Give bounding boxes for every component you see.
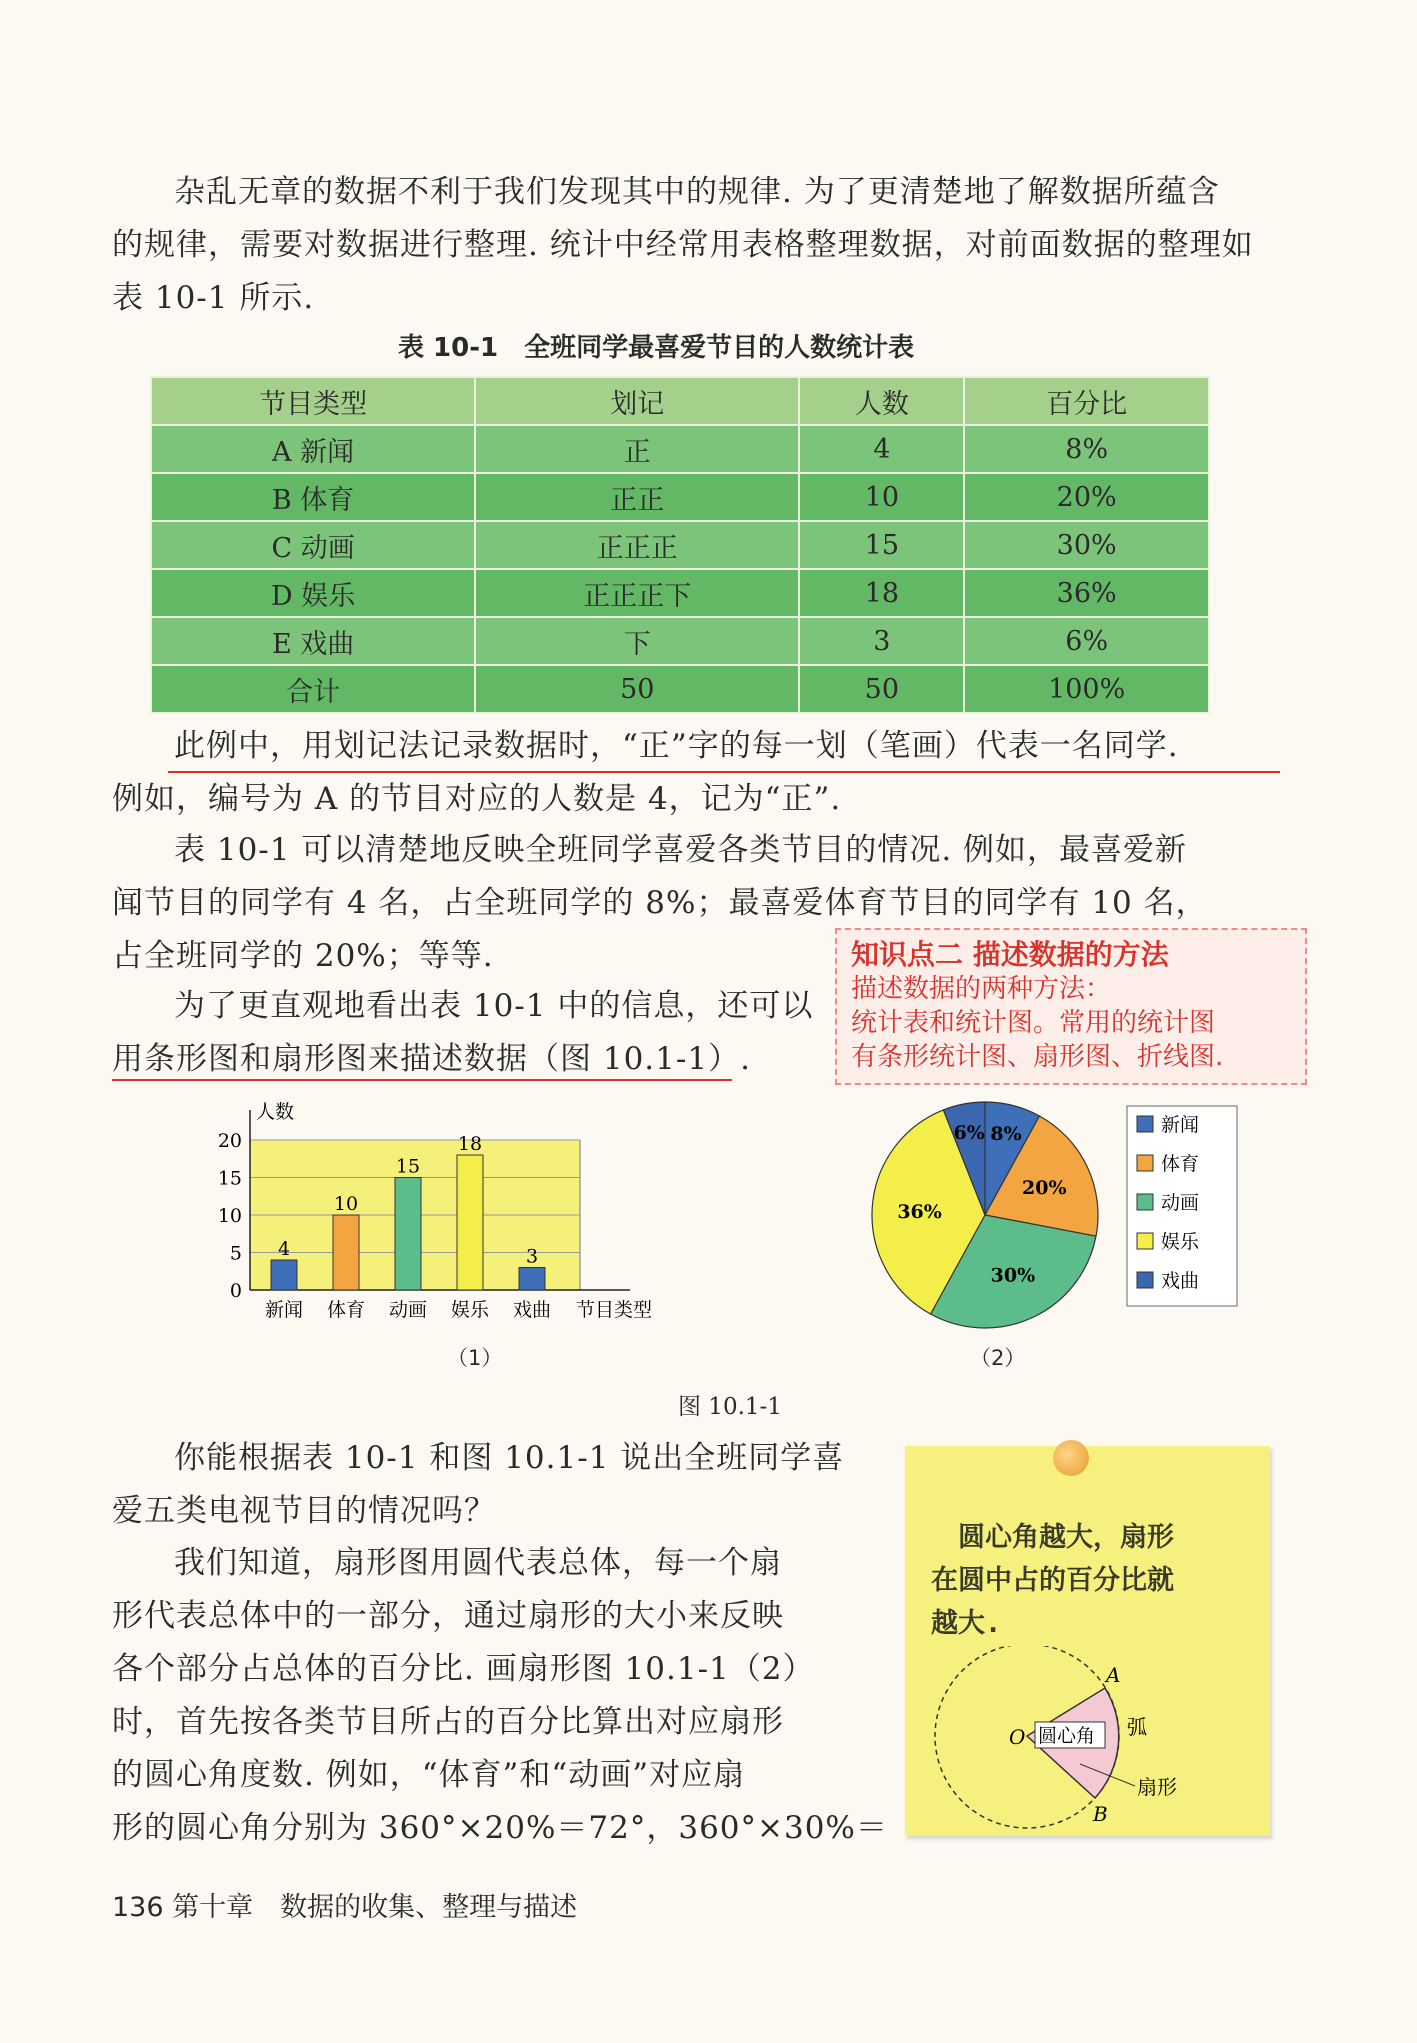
table-cell: 36% [964, 569, 1209, 617]
text-line: 形的圆心角分别为 360°×20%＝72°，360°×30%＝ [112, 1810, 888, 1846]
label-o: O [1009, 1725, 1026, 1749]
pie-value-label: 30% [990, 1264, 1036, 1287]
x-axis-title: 节目类型 [575, 1299, 653, 1321]
bar [519, 1268, 545, 1291]
table-cell: 15 [799, 521, 964, 569]
bar-chart [200, 1090, 700, 1370]
table-cell: 50 [475, 665, 799, 713]
table-cell: 下 [475, 617, 799, 665]
table-cell: A 新闻 [151, 425, 475, 473]
table-row [151, 665, 1209, 713]
text-line: 例如，编号为 A 的节目对应的人数是 4，记为“正”. [112, 781, 842, 817]
label-center-angle: 圆心角 [1038, 1725, 1096, 1747]
text-line: 用条形图和扇形图来描述数据（图 10.1-1）. [112, 1041, 751, 1077]
legend-swatch [1137, 1155, 1153, 1171]
table-cell: 30% [964, 521, 1209, 569]
pie-value-label: 36% [897, 1200, 942, 1223]
table-cell: 正 [475, 425, 799, 473]
x-tick-label: 动画 [388, 1299, 428, 1321]
label-arc: 弧 [1127, 1715, 1147, 1739]
paragraph-pie-explanation [112, 1537, 888, 1855]
text-line: 形代表总体中的一部分，通过扇形的大小来反映 [112, 1598, 784, 1634]
table-row [151, 617, 1209, 665]
bar [395, 1178, 421, 1291]
text-line: 我们知道，扇形图用圆代表总体，每一个扇 [174, 1545, 782, 1581]
text-line: 各个部分占总体的百分比. 画扇形图 10.1-1（2） [112, 1651, 815, 1687]
text-line: 你能根据表 10-1 和图 10.1-1 说出全班同学喜 [174, 1440, 845, 1476]
text-line: 时，首先按各类节目所占的百分比算出对应扇形 [112, 1704, 784, 1740]
bar-chart-label: （1） [447, 1346, 503, 1370]
x-tick-label: 戏曲 [512, 1299, 552, 1321]
red-underline [112, 1079, 732, 1081]
legend-swatch [1137, 1233, 1153, 1249]
table-header: 人数 [799, 377, 964, 425]
text-line: 表 10-1 所示. [112, 280, 315, 316]
y-tick-label: 5 [229, 1242, 242, 1265]
table-header-row [151, 377, 1209, 425]
table-cell: 正正正下 [475, 569, 799, 617]
note-line: 圆心角越大，扇形 [931, 1522, 1174, 1553]
table-cell: 50 [799, 665, 964, 713]
red-underline [168, 771, 1280, 773]
note-text [931, 1516, 1251, 1645]
bar-value-label: 3 [525, 1245, 539, 1268]
label-b: B [1093, 1802, 1108, 1826]
text-line: 的规律，需要对数据进行整理. 统计中经常用表格整理数据，对前面数据的整理如 [112, 227, 1254, 263]
legend-label: 动画 [1161, 1192, 1200, 1214]
knowledge-line: 描述数据的两种方法： [851, 974, 1112, 1004]
table-cell: 3 [799, 617, 964, 665]
knowledge-point-box [835, 928, 1307, 1085]
legend-label: 新闻 [1161, 1114, 1200, 1136]
table-caption: 表 10-1 全班同学最喜爱节目的人数统计表 [398, 333, 915, 363]
x-tick-label: 娱乐 [450, 1299, 490, 1321]
table-header: 百分比 [964, 377, 1209, 425]
table-header: 划记 [475, 377, 799, 425]
paragraph-question [112, 1432, 872, 1538]
figure-caption: 图 10.1-1 [678, 1394, 782, 1420]
table-cell: C 动画 [151, 521, 475, 569]
knowledge-title: 知识点二 描述数据的方法 [851, 938, 1169, 971]
y-tick-label: 10 [217, 1205, 242, 1227]
bar-value-label: 15 [395, 1155, 421, 1178]
table-row [151, 521, 1209, 569]
text-line: 占全班同学的 20%；等等. [112, 938, 494, 974]
bar [457, 1155, 483, 1290]
paragraph-charts-intro [112, 980, 842, 1086]
knowledge-line: 有条形统计图、扇形图、折线图. [851, 1042, 1224, 1072]
table-cell: 合计 [151, 665, 475, 713]
bar [271, 1260, 297, 1290]
pie-value-label: 6% [953, 1121, 985, 1144]
table-row [151, 425, 1209, 473]
table-cell: 正正 [475, 473, 799, 521]
text-line: 杂乱无章的数据不利于我们发现其中的规律. 为了更清楚地了解数据所蕴含 [174, 174, 1220, 210]
table-cell: 100% [964, 665, 1209, 713]
page-footer: 136 第十章 数据的收集、整理与描述 [112, 1892, 578, 1923]
legend-swatch [1137, 1272, 1153, 1288]
x-tick-label: 体育 [326, 1299, 366, 1321]
table-cell: B 体育 [151, 473, 475, 521]
table-cell: 20% [964, 473, 1209, 521]
text-line: 为了更直观地看出表 10-1 中的信息，还可以 [174, 988, 814, 1024]
y-tick-label: 20 [217, 1130, 242, 1152]
y-tick-label: 15 [217, 1167, 242, 1190]
table-cell: 8% [964, 425, 1209, 473]
paragraph-tally-explanation [112, 720, 1262, 826]
legend-swatch [1137, 1194, 1153, 1210]
text-line: 表 10-1 可以清楚地反映全班同学喜爱各类节目的情况. 例如，最喜爱新 [174, 832, 1188, 868]
bar-value-label: 10 [333, 1193, 359, 1215]
pie-chart-label: （2） [970, 1346, 1026, 1370]
table-row [151, 569, 1209, 617]
table-cell: E 戏曲 [151, 617, 475, 665]
text-line: 闻节目的同学有 4 名，占全班同学的 8%；最喜爱体育节目的同学有 10 名， [112, 885, 1208, 921]
table-cell: 4 [799, 425, 964, 473]
knowledge-line: 统计表和统计图。常用的统计图 [851, 1008, 1216, 1038]
legend-swatch [1137, 1116, 1153, 1132]
table-cell: 10 [799, 473, 964, 521]
table-row [151, 473, 1209, 521]
bar-value-label: 4 [277, 1238, 291, 1260]
sector-diagram [915, 1646, 1265, 1831]
y-axis-title: 人数 [256, 1101, 295, 1123]
y-tick-label: 0 [229, 1280, 242, 1302]
table-cell: 正正正 [475, 521, 799, 569]
pushpin-icon [1053, 1440, 1089, 1476]
table-cell: D 娱乐 [151, 569, 475, 617]
paragraph-intro [112, 166, 1262, 325]
table-header: 节目类型 [151, 377, 475, 425]
text-line: 的圆心角度数. 例如，“体育”和“动画”对应扇 [112, 1757, 746, 1793]
bar-value-label: 18 [457, 1133, 483, 1155]
x-tick-label: 新闻 [264, 1299, 304, 1321]
pie-value-label: 8% [990, 1122, 1022, 1145]
pie-chart [860, 1090, 1280, 1340]
pie-value-label: 20% [1022, 1177, 1067, 1200]
bar [333, 1215, 359, 1290]
label-a: A [1106, 1663, 1121, 1687]
table-cell: 6% [964, 617, 1209, 665]
note-line: 在圆中占的百分比就 [931, 1565, 1174, 1596]
label-sector: 扇形 [1137, 1775, 1177, 1799]
sticky-note [905, 1446, 1270, 1836]
legend-label: 戏曲 [1161, 1270, 1200, 1292]
text-line: 此例中，用划记法记录数据时，“正”字的每一划（笔画）代表一名同学. [174, 728, 1179, 764]
text-line: 爱五类电视节目的情况吗？ [112, 1493, 496, 1529]
table-cell: 18 [799, 569, 964, 617]
statistics-table [150, 376, 1210, 714]
legend-label: 娱乐 [1161, 1231, 1200, 1253]
legend-label: 体育 [1161, 1153, 1200, 1175]
note-line: 越大. [931, 1608, 1002, 1639]
